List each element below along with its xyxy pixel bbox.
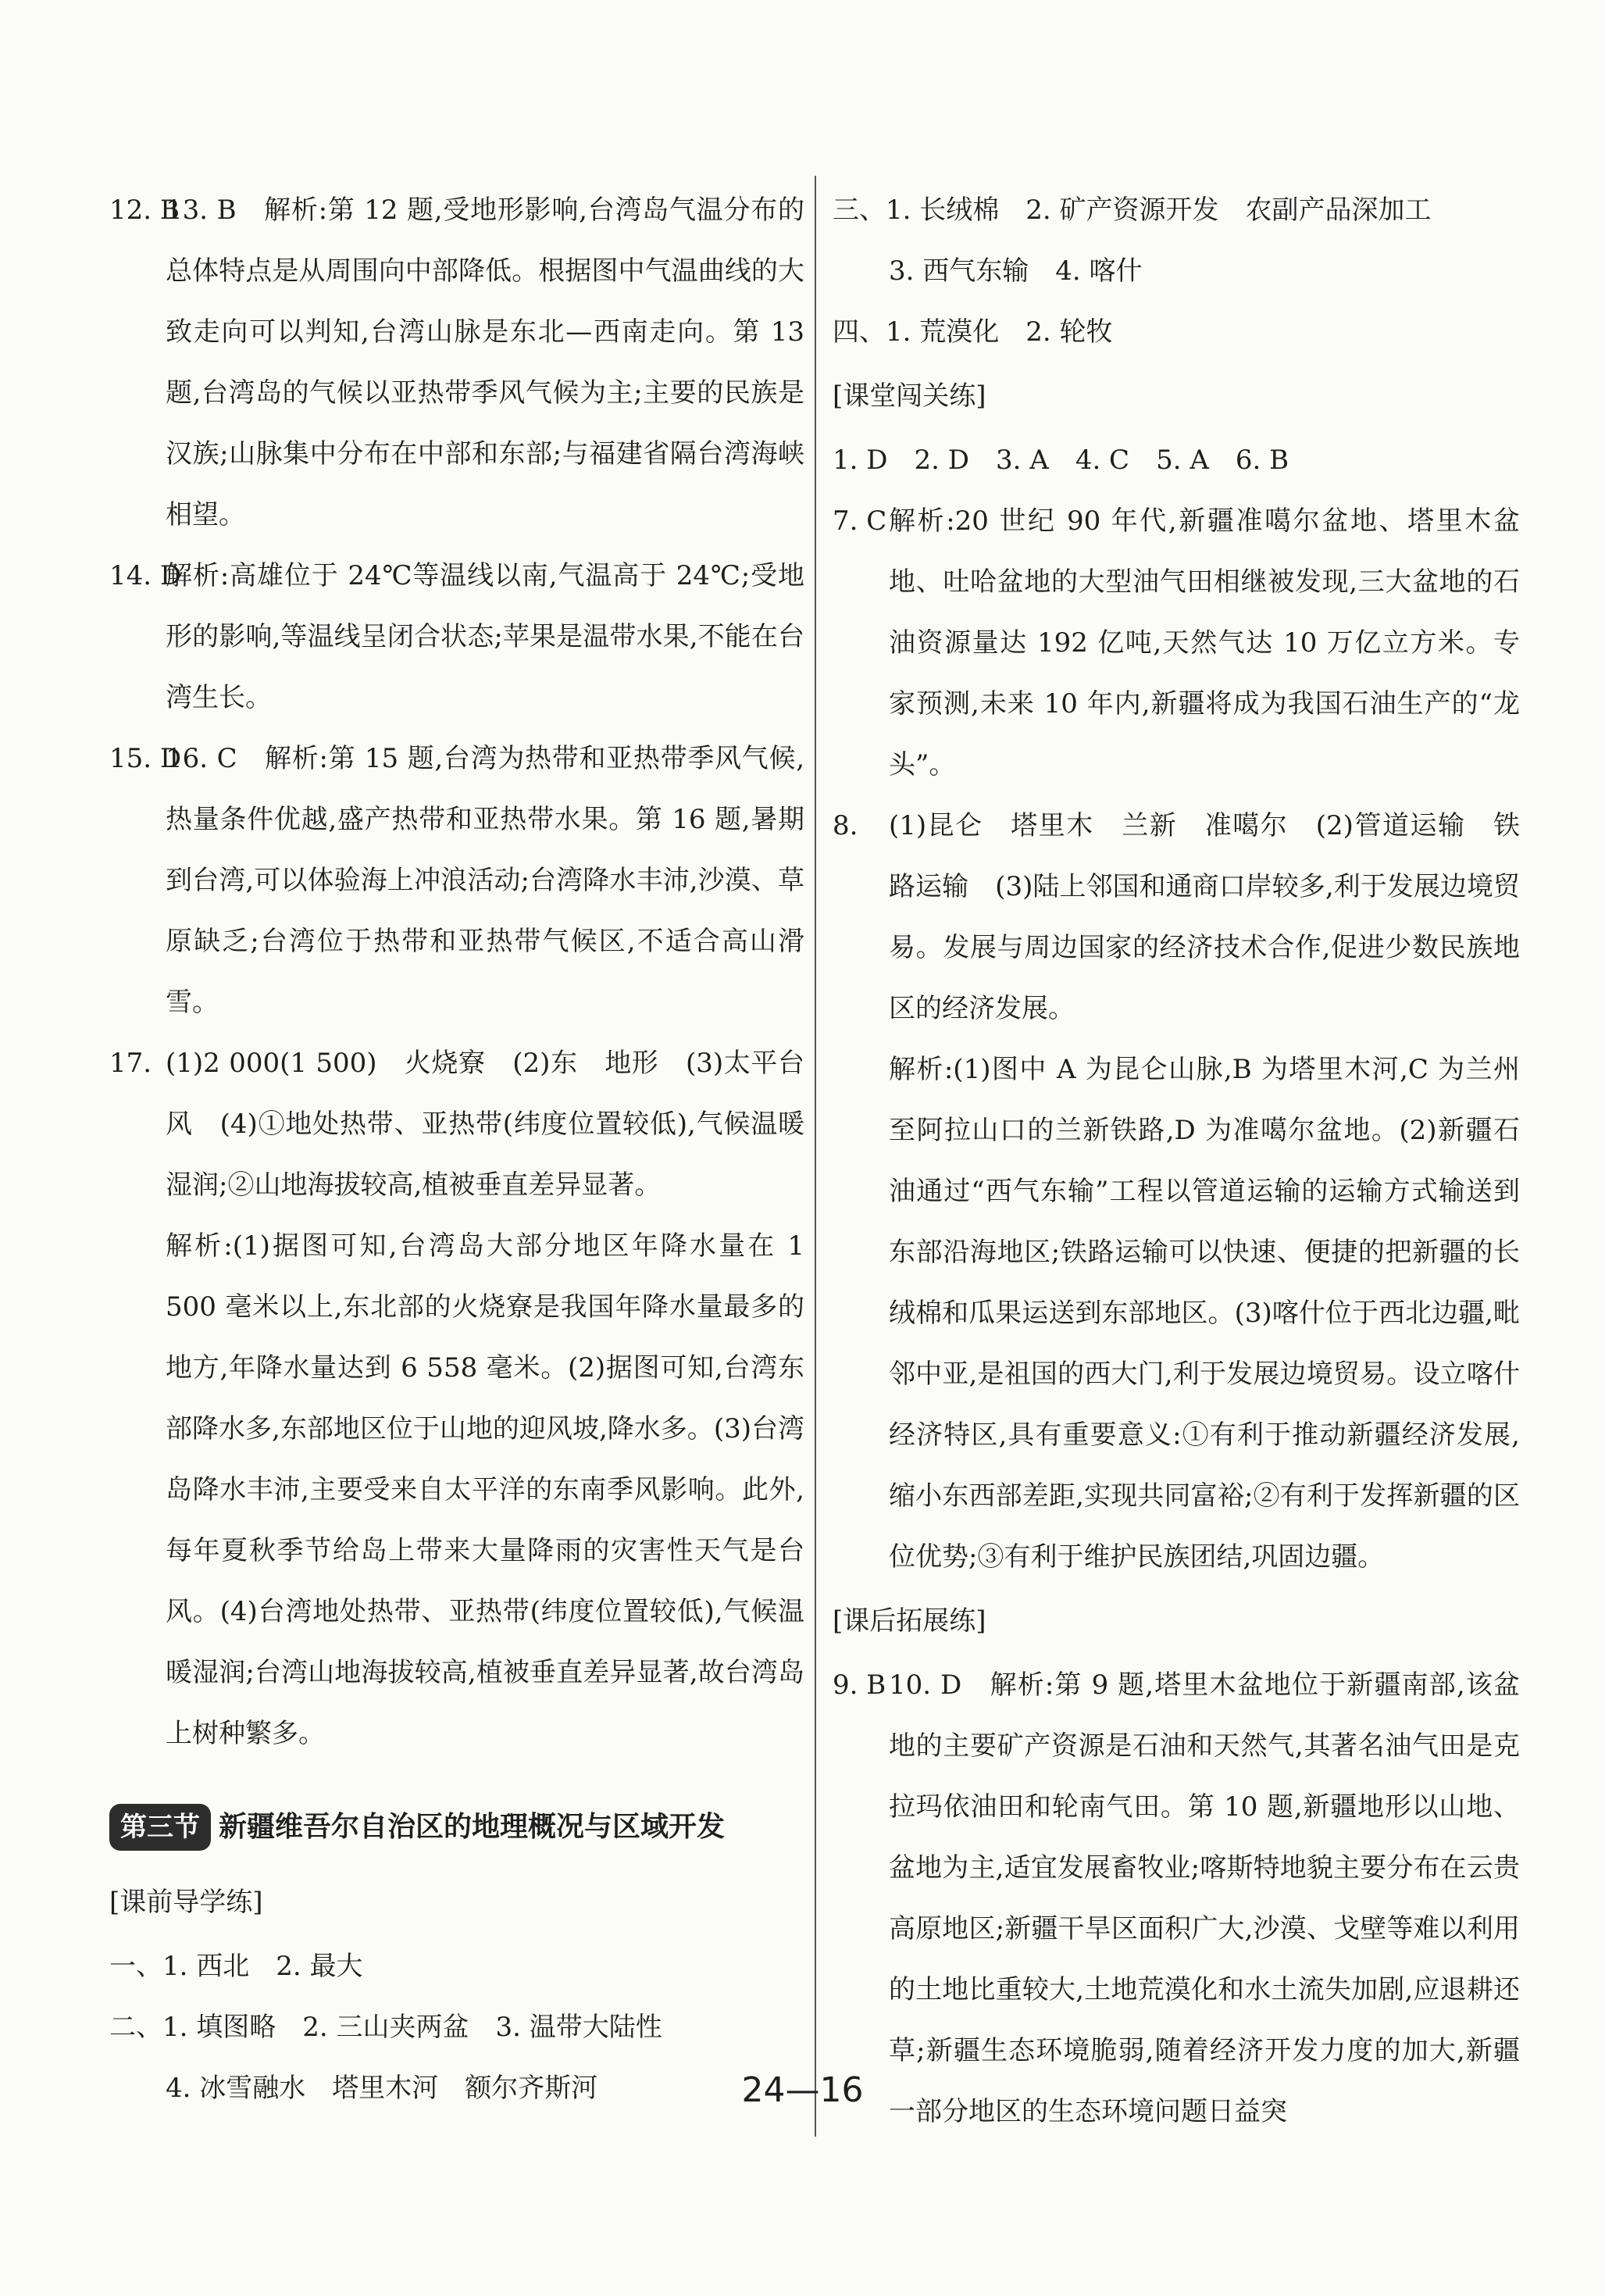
- answer-text: 解析:高雄位于 24℃等温线以南,气温高于 24℃;受地形的影响,等温线呈闭合状态;苹果是温带水果,不能在台湾生长。: [166, 560, 804, 713]
- section-title: 新疆维吾尔自治区的地理概况与区域开发: [219, 1811, 726, 1843]
- column-divider: [815, 176, 816, 2137]
- answer-text: 解析:20 世纪 90 年代,新疆准噶尔盆地、塔里木盆地、吐哈盆地的大型油气田相继被发现,三大盆地的石油资源量达 192 亿吨,天然气达 10 万亿立方米。专家预测,未来 10 年内,新疆将成为我国石油生产的“龙头”。: [889, 505, 1520, 780]
- section-badge: 第三节: [109, 1804, 211, 1851]
- answer-part-4: 四、1. 荒漠化 2. 轮牧: [833, 316, 1113, 348]
- answer-text: 16. C 解析:第 15 题,台湾为热带和亚热带季风气候,热量条件优越,盛产热带和亚热带水果。第 16 题,暑期到台湾,可以体验海上冲浪活动;台湾降水丰沛,沙漠、草原缺乏;台湾位于热带和亚热带气候区,不适合高山滑雪。: [166, 743, 804, 1018]
- answer-text: (1)昆仑 塔里木 兰新 准噶尔 (2)管道运输 铁路运输 (3)陆上邻国和通商口岸较多,利于发展边境贸易。发展与周边国家的经济技术合作,促进少数民族地区的经济发展。: [889, 810, 1520, 1024]
- left-column: [109, 180, 804, 2119]
- afterclass-label: [课后拓展练]: [833, 1605, 986, 1637]
- answer-part-3-line-2: 3. 西气东输 4. 喀什: [889, 255, 1143, 287]
- answer-q15-16: [109, 728, 804, 1033]
- preclass-line-1: 一、1. 西北 2. 最大: [109, 1951, 363, 1982]
- analysis-text: 解析:(1)据图可知,台湾岛大部分地区年降水量在 1 500 毫米以上,东北部的火烧寮是我国年降水量最多的地方,年降水量达到 6 558 毫米。(2)据图可知,台湾东部降水多,东部地区位于山地的迎风坡,降水多。(3)台湾岛降水丰沛,主要受来自太平洋的东南季风影响。此外,每年夏秋季节给岛上带来大量降雨的灾害性天气是台风。(4)台湾地处热带、亚热带(纬度位置较低),气候温暖湿润;台湾山地海拔较高,植被垂直差异显著,故台湾岛上树种繁多。: [166, 1230, 804, 1749]
- question-number: 12. B: [109, 195, 180, 226]
- question-number: 9. B: [833, 1669, 886, 1701]
- question-number: 15. D: [109, 743, 182, 774]
- question-number: 17.: [109, 1048, 152, 1079]
- answer-text: 13. B 解析:第 12 题,受地形影响,台湾岛气温分布的总体特点是从周围向中部降低。根据图中气温曲线的大致走向可以判知,台湾山脉是东北—西南走向。第 13 题,台湾岛的气候以亚热带季风气候为主;主要的民族是汉族;山脉集中分布在中部和东部;与福建省隔台湾海峡相望。: [166, 195, 804, 530]
- answer-text: (1)2 000(1 500) 火烧寮 (2)东 地形 (3)太平台风 (4)①地处热带、亚热带(纬度位置较低),气候温暖湿润;②山地海拔较高,植被垂直差异显著。: [166, 1048, 804, 1201]
- section-heading: [109, 1801, 804, 1853]
- question-number: 7. C: [833, 505, 887, 537]
- answer-q9-10: [833, 1655, 1520, 2142]
- page-number: 24—16: [741, 2070, 864, 2110]
- preclass-line-2: 二、1. 填图略 2. 三山夹两盆 3. 温带大陆性: [109, 2012, 662, 2043]
- answer-q14: [109, 545, 804, 728]
- answer-q7: [833, 491, 1520, 795]
- answer-q17: [109, 1033, 804, 1764]
- question-number: 8.: [833, 810, 858, 841]
- inclass-label: [课堂闯关练]: [833, 380, 986, 412]
- right-column: [833, 180, 1520, 2142]
- preclass-label: [课前导学练]: [109, 1887, 263, 1918]
- answer-q12-13: [109, 180, 804, 545]
- answer-part-3-line-1: 三、1. 长绒棉 2. 矿产资源开发 农副产品深加工: [833, 195, 1432, 226]
- analysis-text: 解析:(1)图中 A 为昆仑山脉,B 为塔里木河,C 为兰州至阿拉山口的兰新铁路,D 为准噶尔盆地。(2)新疆石油通过“西气东输”工程以管道运输的运输方式输送到东部沿海地区;铁路运输可以快速、便捷的把新疆的长绒棉和瓜果运送到东部地区。(3)喀什位于西北边疆,毗邻中亚,是祖国的西大门,利于发展边境贸易。设立喀什经济特区,具有重要意义:①有利于推动新疆经济发展,缩小东西部差距,实现共同富裕;②有利于发挥新疆的区位优势;③有利于维护民族团结,巩固边疆。: [889, 1054, 1520, 1573]
- answer-text: 10. D 解析:第 9 题,塔里木盆地位于新疆南部,该盆地的主要矿产资源是石油和天然气,其著名油气田是克拉玛依油田和轮南气田。第 10 题,新疆地形以山地、盆地为主,适宜发展畜牧业;喀斯特地貌主要分布在云贵高原地区;新疆干旱区面积广大,沙漠、戈壁等难以利用的土地比重较大,土地荒漠化和水土流失加剧,应退耕还草;新疆生态环境脆弱,随着经济开发力度的加大,新疆一部分地区的生态环境问题日益突: [889, 1669, 1520, 2127]
- answer-q8: [833, 795, 1520, 1587]
- question-number: 14. D: [109, 560, 182, 591]
- preclass-line-3: 4. 冰雪融水 塔里木河 额尔齐斯河: [166, 2073, 598, 2104]
- answers-1-6: 1. D 2. D 3. A 4. C 5. A 6. B: [833, 445, 1289, 476]
